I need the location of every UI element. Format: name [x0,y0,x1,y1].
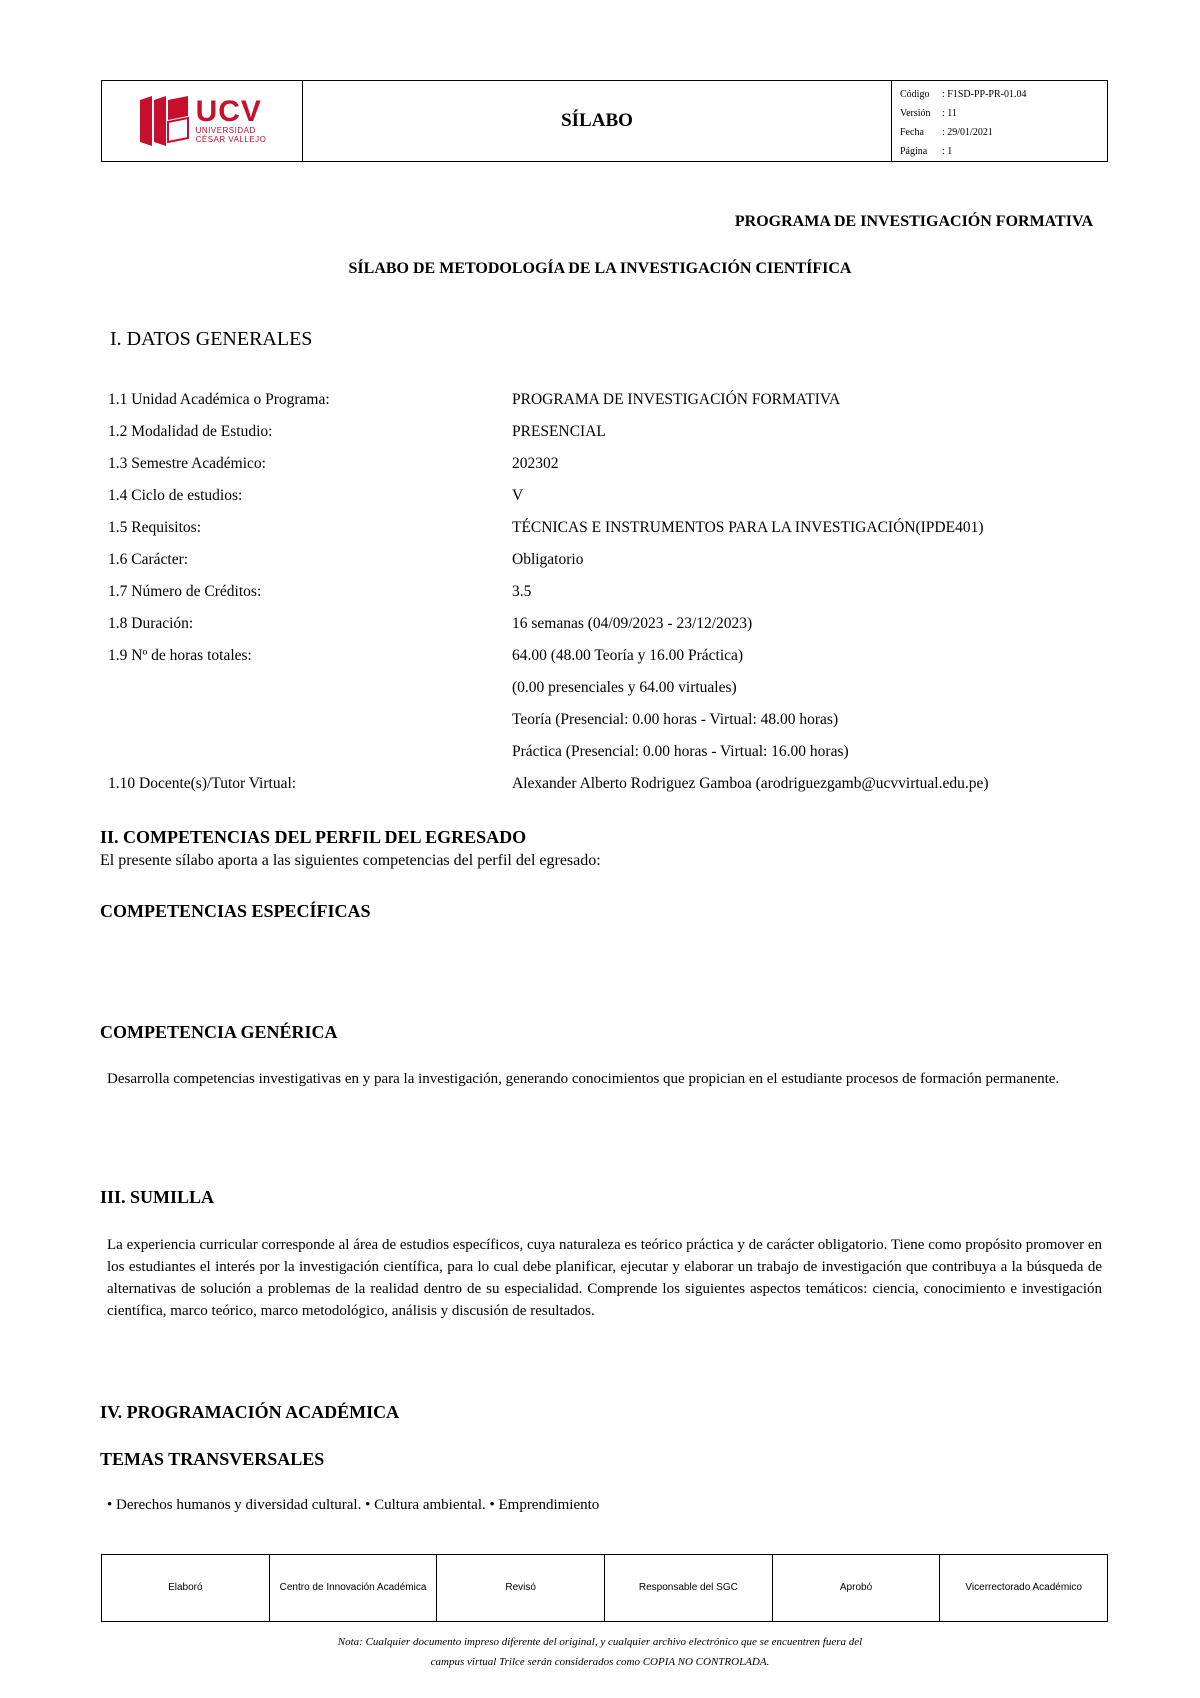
data-value: Teoría (Presencial: 0.00 horas - Virtual: 48.00 horas) [512,711,839,728]
ucv-emblem-icon [138,94,190,148]
sumilla-text: La experiencia curricular corresponde al área de estudios específicos, cuya naturaleza es teórico práctica y de carácter obligatorio. Tiene como propósito promover en los estudiantes el interés por la investigación científica, para lo cual debe planificar, ejecutar y elaborar un trabajo de investigación que contribuya a la búsqueda de alternativas de solución a problemas de la realidad dentro de su especialidad. Comprende los siguientes aspectos temáticos: ciencia, conocimiento e investigación científica, marco teórico, marco metodológico, análisis y discusión de resultados. [107,1237,1102,1319]
data-value: Alexander Alberto Rodriguez Gamboa (arodriguezgamb@ucvvirtual.edu.pe) [512,775,989,792]
data-label: 1.1 Unidad Académica o Programa: [108,391,330,408]
data-value: Obligatorio [512,551,584,568]
specific-competencies-heading: COMPETENCIAS ESPECÍFICAS [100,901,371,921]
document-header-table [101,80,1108,162]
footer-note-line-2: campus virtual Trilce serán considerados como COPIA NO CONTROLADA. [430,1656,770,1668]
meta-row-date [900,123,1107,142]
footer-cell-responsable-sgc: Responsable del SGC [605,1555,773,1621]
data-label: 1.8 Duración: [108,615,194,632]
program-title: PROGRAMA DE INVESTIGACIÓN FORMATIVA [734,213,1093,230]
data-value: TÉCNICAS E INSTRUMENTOS PARA LA INVESTIGACIÓN(IPDE401) [512,519,984,536]
footer-cell-centro-innovacion: Centro de Innovación Académica [270,1555,438,1621]
data-value: V [512,487,524,504]
document-title: SÍLABO [303,81,892,161]
meta-value: : 1 [942,146,953,157]
logo-text-cesar-vallejo: CÉSAR VALLEJO [195,135,267,144]
footer-cell-reviso: Revisó [437,1555,605,1621]
data-label: 1.2 Modalidad de Estudio: [108,423,273,440]
data-value: PROGRAMA DE INVESTIGACIÓN FORMATIVA [512,391,841,408]
transversal-topics-text: • Derechos humanos y diversidad cultural. • Cultura ambiental. • Emprendimiento [107,1497,600,1513]
meta-value: : 29/01/2021 [942,127,993,138]
data-value: 202302 [512,455,559,472]
data-value: 3.5 [512,583,532,600]
logo-cell [102,81,303,161]
data-label: 1.4 Ciclo de estudios: [108,487,243,504]
section-2-heading: II. COMPETENCIAS DEL PERFIL DEL EGRESADO [100,827,527,847]
data-value: (0.00 presenciales y 64.00 virtuales) [512,679,737,696]
data-label: 1.3 Semestre Académico: [108,455,266,472]
data-label: 1.10 Docente(s)/Tutor Virtual: [108,775,297,792]
data-value: PRESENCIAL [512,423,606,440]
ucv-logo [138,94,267,148]
data-label: 1.7 Número de Créditos: [108,583,262,600]
transversal-topics-heading: TEMAS TRANSVERSALES [100,1449,325,1469]
logo-text-universidad: UNIVERSIDAD [195,126,256,135]
footer-cell-aprobo: Aprobó [773,1555,941,1621]
data-value: 64.00 (48.00 Teoría y 16.00 Práctica) [512,647,744,664]
data-label: 1.5 Requisitos: [108,519,202,536]
generic-competency-heading: COMPETENCIA GENÉRICA [100,1022,338,1042]
syllabus-title: SÍLABO DE METODOLOGÍA DE LA INVESTIGACIÓN CIENTÍFICA [348,260,852,277]
data-label: 1.6 Carácter: [108,551,189,568]
generic-competency-text: Desarrolla competencias investigativas en y para la investigación, generando conocimientos que propician en el estudiante procesos de formación permanente. [107,1071,1060,1087]
meta-key: Código [900,89,930,100]
logo-text-ucv: UCV [195,95,262,128]
document-meta [892,81,1107,161]
approval-footer-table [101,1554,1108,1622]
data-value: 16 semanas (04/09/2023 - 23/12/2023) [512,615,753,632]
meta-row-code [900,85,1107,104]
data-value: Práctica (Presencial: 0.00 horas - Virtual: 16.00 horas) [512,743,849,760]
meta-value: : 11 [942,108,957,119]
meta-value: : F1SD-PP-PR-01.04 [942,89,1027,100]
section-4-heading: IV. PROGRAMACIÓN ACADÉMICA [100,1402,400,1422]
footer-note [0,1632,1200,1672]
section-3-heading: III. SUMILLA [100,1187,215,1207]
data-label: 1.9 Nº de horas totales: [108,647,252,664]
section-2-intro: El presente sílabo aporta a las siguientes competencias del perfil del egresado: [100,852,601,869]
meta-row-version [900,104,1107,123]
footer-cell-elaboro: Elaboró [102,1555,270,1621]
meta-key: Versión [900,108,931,119]
meta-key: Fecha [900,127,924,138]
meta-key: Página [900,146,928,157]
meta-row-page [900,142,1107,161]
section-1-heading: I. DATOS GENERALES [110,328,313,350]
footer-note-line-1: Nota: Cualquier documento impreso diferente del original, y cualquier archivo electrónico que se encuentren fuera del [337,1636,863,1648]
footer-cell-vicerrectorado: Vicerrectorado Académico [965,1582,1082,1593]
